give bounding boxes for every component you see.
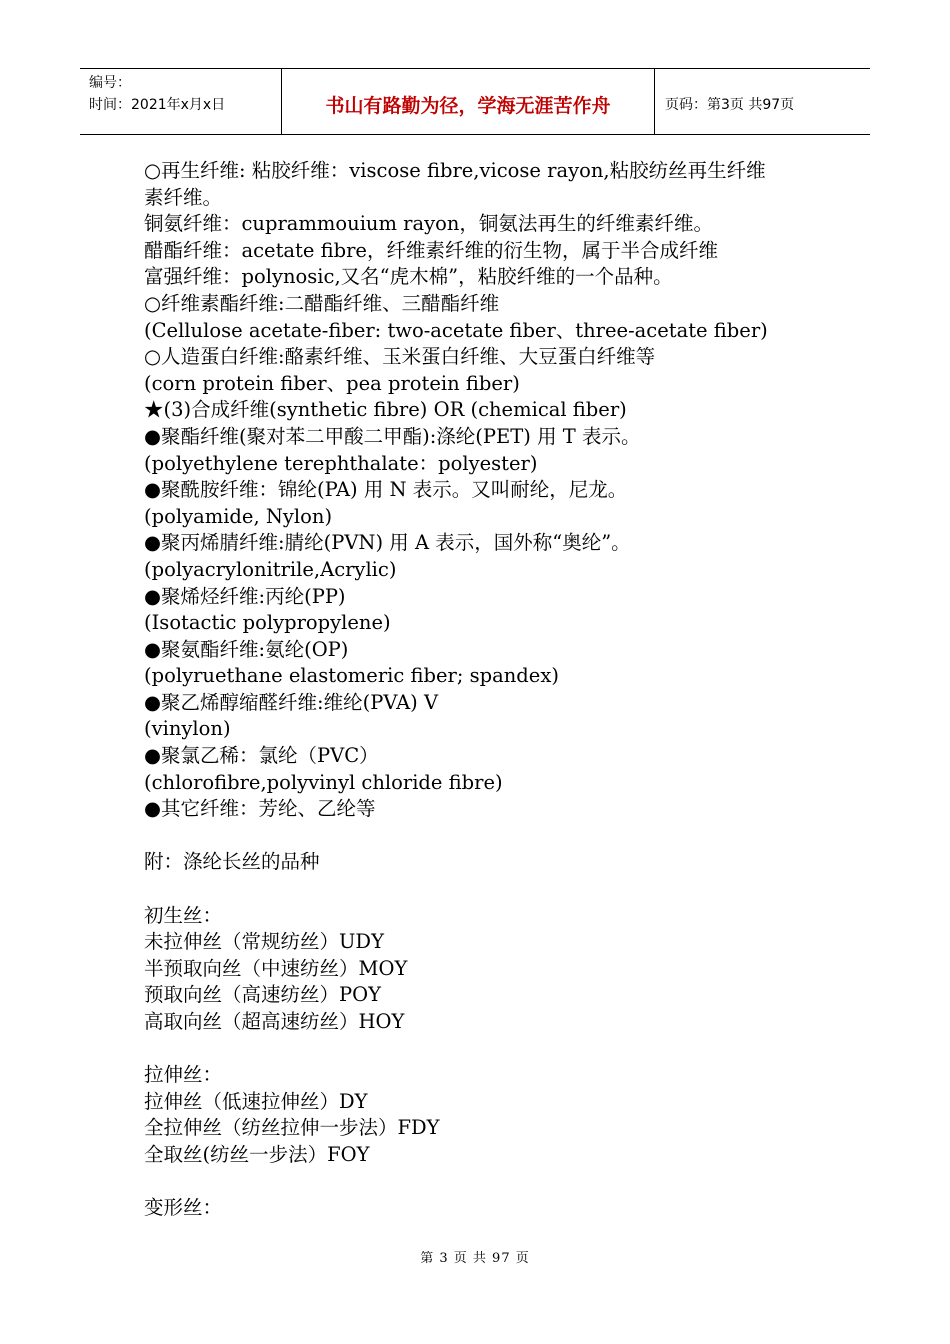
text-line: 铜氨纤维：cuprammouium rayon，铜氨法再生的纤维素纤维。 — [144, 212, 713, 236]
text-line: ●聚氯乙稀：氯纶（PVC） — [144, 744, 379, 768]
text-line: ★(3)合成纤维(synthetic fibre) OR (chemical fiber) — [144, 398, 627, 422]
text-line — [144, 1036, 834, 1063]
text-line: 预取向丝（高速纺丝）POY — [144, 983, 381, 1007]
text-line: 未拉伸丝（常规纺丝）UDY — [144, 930, 384, 954]
text-line: (chlorofibre,polyvinyl chloride fibre) — [144, 770, 503, 794]
text-line: 附：涤纶长丝的品种 — [144, 850, 320, 874]
header-page-info: 页码：第3页 共97页 — [665, 96, 795, 113]
text-line: 富强纤维：polynosic,又名“虎木棉”，粘胶纤维的一个品种。 — [144, 265, 673, 289]
text-line: (polyethylene terephthalate：polyester) — [144, 451, 538, 475]
time-label: 时间：2021年x月x日 — [89, 97, 226, 113]
text-line: 素纤维。 — [144, 185, 223, 209]
text-line: 初生丝： — [144, 903, 223, 927]
text-line — [144, 876, 834, 903]
text-line — [144, 823, 834, 850]
text-line: ●聚丙烯腈纤维:腈纶(PVN) 用 A 表示，国外称“奥纶”。 — [144, 531, 631, 555]
text-line: 拉伸丝（低速拉伸丝）DY — [144, 1089, 368, 1113]
text-line: (polyacrylonitrile,Acrylic) — [144, 557, 397, 581]
page-header — [80, 68, 870, 135]
text-line: ●聚烯烃纤维:丙纶(PP) — [144, 584, 346, 608]
text-line: ○纤维素酯纤维:二醋酯纤维、三醋酯纤维 — [144, 291, 500, 315]
text-line: 高取向丝（超高速纺丝）HOY — [144, 1010, 405, 1033]
text-line: (polyamide, Nylon) — [144, 504, 333, 528]
text-line: (Isotactic polypropylene) — [144, 611, 391, 635]
text-line: (polyruethane elastomeric fiber; spandex) — [144, 664, 559, 688]
text-line: (corn protein fiber、pea protein fiber) — [144, 371, 520, 395]
text-line: ○再生纤维: 粘胶纤维：viscose fibre,vicose rayon,粘胶纺丝再生纤维 — [144, 159, 766, 182]
text-line: (Cellulose acetate-fiber: two-acetate fiber、three-acetate fiber) — [144, 318, 768, 342]
text-line: ●聚氨酯纤维:氨纶(OP) — [144, 637, 349, 661]
header-motto: 书山有路勤为径，学海无涯苦作舟 — [282, 69, 655, 134]
text-line: ●其它纤维：芳纶、乙纶等 — [144, 797, 376, 821]
text-line — [144, 1169, 834, 1196]
text-line: ○人造蛋白纤维:酪素纤维、玉米蛋白纤维、大豆蛋白纤维等 — [144, 345, 656, 369]
text-line: ●聚乙烯醇缩醛纤维:维纶(PVA) V — [144, 690, 439, 714]
header-meta — [80, 69, 282, 134]
document-body — [144, 158, 834, 1222]
number-label: 编号： — [89, 75, 131, 91]
text-line: 拉伸丝： — [144, 1063, 223, 1087]
text-line: 半预取向丝（中速纺丝）MOY — [144, 956, 408, 980]
text-line: 全取丝(纺丝一步法）FOY — [144, 1142, 370, 1166]
text-line: 变形丝： — [144, 1196, 223, 1220]
page-footer: 第 3 页 共 97 页 — [420, 1251, 530, 1266]
text-line: ●聚酯纤维(聚对苯二甲酸二甲酯):涤纶(PET) 用 T 表示。 — [144, 424, 641, 448]
text-line: (vinylon) — [144, 717, 231, 741]
text-line: ●聚酰胺纤维：锦纶(PA) 用 N 表示。又叫耐纶，尼龙。 — [144, 478, 628, 502]
text-line: 醋酯纤维：acetate fibre，纤维素纤维的衍生物，属于半合成纤维 — [144, 238, 718, 262]
text-line: 全拉伸丝（纺丝拉伸一步法）FDY — [144, 1116, 440, 1140]
